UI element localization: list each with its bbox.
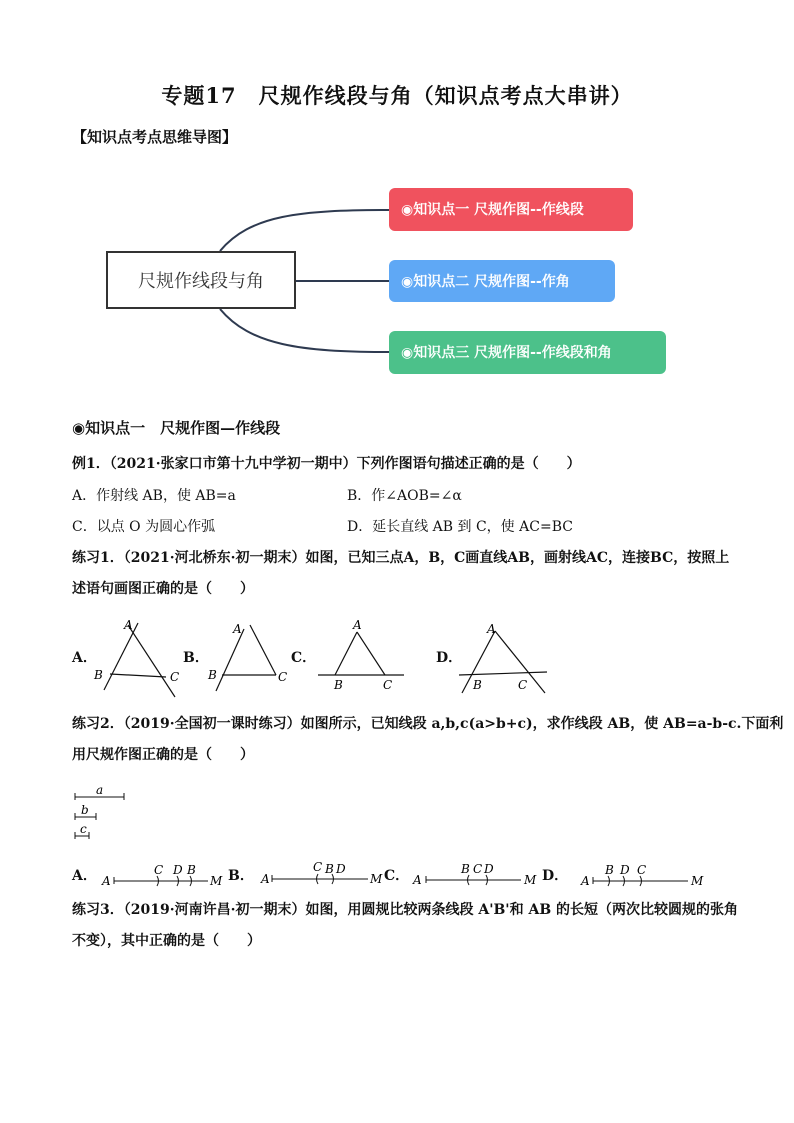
segment-a-label: a: [96, 783, 104, 797]
example1-stem: 例1．（2021·张家口市第十九中学初一期中）下列作图语句描述正确的是（ ）: [72, 456, 581, 472]
fig2b-d: D: [336, 862, 346, 876]
figure-c: [318, 632, 404, 675]
fig2b-a: A: [261, 872, 270, 886]
fig-c-label-c: C: [383, 678, 393, 692]
fig2a-m: M: [210, 874, 223, 888]
given-segments: [0, 780, 794, 845]
exercise2-line1: 练习2．（2019·全国初一课时练习）如图所示，已知线段 a,b,c(a>b+c)，求作线段 AB，使 AB=a-b-c.下面利: [72, 716, 784, 732]
fig2a-c: C: [154, 863, 164, 877]
fig2d-m: M: [691, 874, 704, 888]
fig2d-c: C: [637, 863, 647, 877]
fig-d-label-a: A: [487, 622, 496, 636]
fig-a-label-a: A: [124, 618, 133, 632]
ex1-label-a: A．: [72, 650, 97, 666]
fig2b-b: B: [325, 862, 334, 876]
fig2c-a: A: [413, 873, 422, 887]
fig-a-label-b: B: [94, 668, 103, 682]
mindmap-node-1: ◉知识点一 尺规作图--作线段: [389, 188, 633, 231]
fig2c-d: D: [484, 862, 494, 876]
ex1-label-d: D．: [436, 650, 463, 666]
fig2a-b: B: [187, 863, 196, 877]
fig-a-label-c: C: [170, 670, 180, 684]
fig2a-d: D: [173, 863, 183, 877]
mindmap-node-3: ◉知识点三 尺规作图--作线段和角: [389, 331, 666, 374]
exercise1-figures: [0, 605, 794, 700]
ex2-label-c: C．: [384, 868, 410, 884]
mindmap-heading: 【知识点考点思维导图】: [72, 128, 238, 146]
fig-b-label-c: C: [278, 670, 288, 684]
exercise1-line2: 述语句画图正确的是（ ）: [72, 581, 254, 597]
fig-b-label-a: A: [233, 622, 242, 636]
ex1-label-c: C．: [291, 650, 317, 666]
fig2d-d: D: [620, 863, 630, 877]
fig-d-label-c: C: [518, 678, 528, 692]
exercise3-line2: 不变），其中正确的是（ ）: [72, 933, 261, 949]
fig-b-label-b: B: [208, 668, 217, 682]
figure-b: [216, 625, 276, 691]
segment-c-label: c: [80, 822, 87, 836]
ex1-label-b: B．: [183, 650, 209, 666]
exercise2-figures: [0, 855, 794, 895]
fig2c-b: B: [461, 862, 470, 876]
exercise1-line1: 练习1．（2021·河北桥东·初一期末）如图，已知三点A，B，C画直线AB，画射线AC，连接BC，按照上: [72, 550, 730, 566]
mindmap-root: 尺规作线段与角: [106, 251, 296, 309]
figure-a: [104, 623, 175, 697]
ex2-label-a: A．: [72, 868, 97, 884]
fig2d-b: B: [605, 863, 614, 877]
ex2-label-d: D．: [542, 868, 569, 884]
fig2b-m: M: [370, 872, 383, 886]
fig-c-label-a: A: [353, 618, 362, 632]
example1-option-d: D．延长直线 AB 到 C，使 AC=BC: [347, 519, 573, 535]
fig2a-a: A: [102, 874, 111, 888]
example1-option-c: C．以点 O 为圆心作弧: [72, 519, 216, 535]
ex2-label-b: B．: [228, 868, 254, 884]
exercise3-line1: 练习3．（2019·河南许昌·初一期末）如图，用圆规比较两条线段 A'B'和 AB 的长短（两次比较圆规的张角: [72, 902, 739, 918]
mindmap-node-2: ◉知识点二 尺规作图--作角: [389, 260, 615, 302]
fig-c-label-b: B: [334, 678, 343, 692]
example1-option-a: A．作射线 AB，使 AB=a: [72, 488, 236, 504]
fig2c-m: M: [524, 873, 537, 887]
segment-b-label: b: [81, 803, 89, 817]
page-title: 专题17 尺规作线段与角（知识点考点大串讲）: [161, 83, 633, 108]
fig2d-a: A: [581, 874, 590, 888]
fig2b-c: C: [313, 860, 323, 874]
example1-option-b: B．作∠AOB=∠α: [347, 488, 462, 504]
section-heading: ◉知识点一 尺规作图—作线段: [72, 419, 281, 437]
fig2c-c: C: [473, 862, 483, 876]
fig-d-label-b: B: [473, 678, 482, 692]
exercise2-line2: 用尺规作图正确的是（ ）: [72, 747, 254, 763]
